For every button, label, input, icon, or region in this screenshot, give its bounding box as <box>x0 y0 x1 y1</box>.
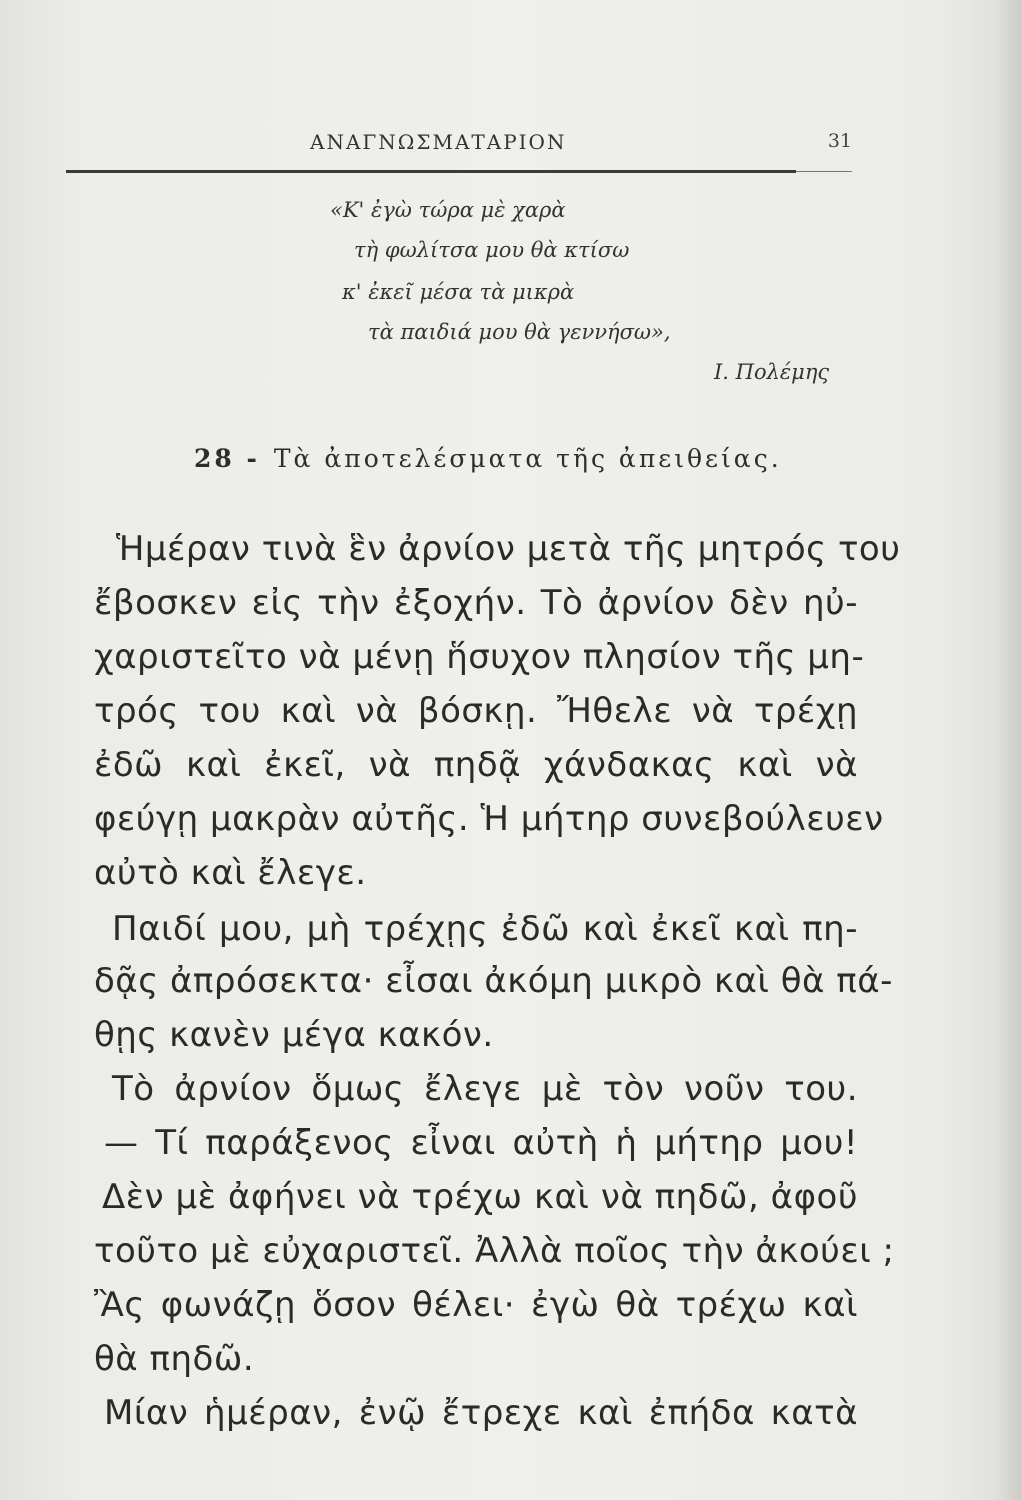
text-line: τοῦτο μὲ εὐχαριστεῖ. Ἀλλὰ ποῖος τὴν ἀκούει ; <box>94 1231 895 1271</box>
page-header <box>66 126 852 162</box>
poem-line: τὰ παιδιά μου θὰ γεννήσω», <box>368 320 671 344</box>
text-line: θὰ πηδῶ. <box>94 1339 255 1379</box>
text-line: Ἂς φωνάζῃ ὅσον θέλει· ἐγὼ θὰ τρέχω καὶ <box>94 1285 858 1325</box>
section-heading <box>194 444 782 473</box>
header-rule-tail <box>796 171 852 172</box>
text-line: ἔβοσκεν εἰς τὴν ἐξοχήν. Τὸ ἀρνίον δὲν ηὐ- <box>94 583 858 623</box>
running-head: ΑΝΑΓΝΩΣΜΑΤΑΡΙΟΝ <box>310 130 567 154</box>
text-line: Παιδί μου, μὴ τρέχῃς ἐδῶ καὶ ἐκεῖ καὶ πη- <box>112 909 858 949</box>
text-line: Τὸ ἀρνίον ὅμως ἔλεγε μὲ τὸν νοῦν του. <box>112 1069 858 1109</box>
poem-line: κ' ἐκεῖ μέσα τὰ μικρὰ <box>342 280 575 304</box>
header-rule <box>66 170 796 173</box>
text-line: Ἡμέραν τινὰ ἓν ἀρνίον μετὰ τῆς μητρός του <box>116 529 901 569</box>
text-line: — Τί παράξενος εἶναι αὐτὴ ἡ μήτηρ μου! <box>104 1123 858 1163</box>
text-line: δᾷς ἀπρόσεκτα· εἶσαι ἀκόμη μικρὸ καὶ θὰ πά- <box>94 961 893 1001</box>
text-line: αὐτὸ καὶ ἔλεγε. <box>94 853 367 893</box>
text-line: ἐδῶ καὶ ἐκεῖ, νὰ πηδᾷ χάνδακας καὶ νὰ <box>94 745 858 785</box>
poem-author: Ι. Πολέμης <box>714 360 830 384</box>
text-line: τρός του καὶ νὰ βόσκῃ. Ἤθελε νὰ τρέχῃ <box>94 691 858 731</box>
section-number: 28 - <box>194 444 260 473</box>
text-line: χαριστεῖτο νὰ μένῃ ἥσυχον πλησίον τῆς μη- <box>94 637 865 677</box>
section-title: Τὰ ἀποτελέσματα τῆς ἀπειθείας. <box>273 444 782 473</box>
page-edge-shadow <box>995 0 1021 1500</box>
text-line: φεύγῃ μακρὰν αὐτῆς. Ἡ μήτηρ συνεβούλευεν <box>94 799 884 839</box>
poem-line: τὴ φωλίτσα μου θὰ κτίσω <box>354 238 630 262</box>
page-number: 31 <box>827 130 852 152</box>
poem-line: «Κ' ἐγὼ τώρα μὲ χαρὰ <box>330 198 566 222</box>
text-line: Δὲν μὲ ἀφήνει νὰ τρέχω καὶ νὰ πηδῶ, ἀφοῦ <box>102 1177 858 1217</box>
text-line: Μίαν ἡμέραν, ἐνῷ ἔτρεχε καὶ ἐπήδα κατὰ <box>104 1393 858 1433</box>
text-line: θῃς κανὲν μέγα κακόν. <box>94 1015 494 1055</box>
